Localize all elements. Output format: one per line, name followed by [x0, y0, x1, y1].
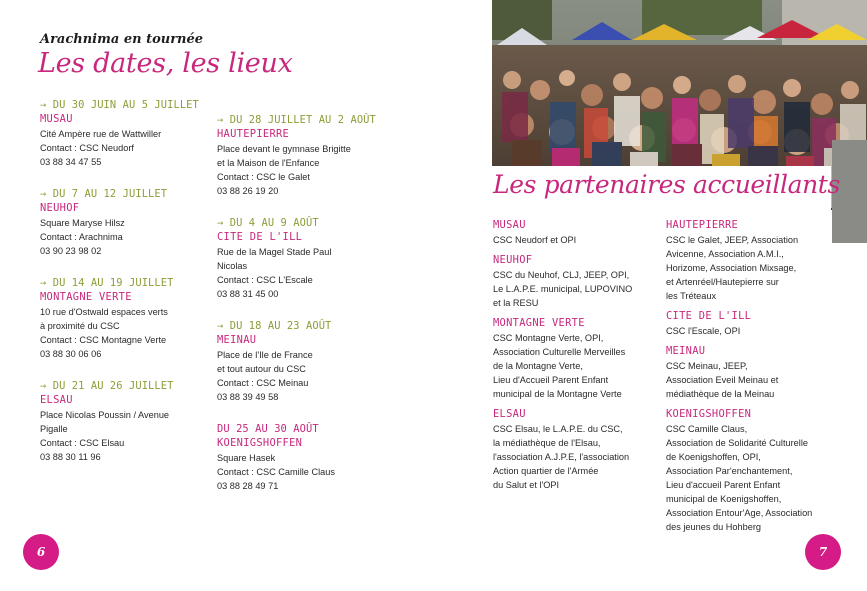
event-detail-line: Contact : CSC Neudorf — [40, 143, 134, 153]
page-number-left: 6 — [23, 534, 59, 570]
event-detail-line: Contact : CSC Montagne Verte — [40, 335, 167, 345]
page-title-dates: Les dates, les lieux — [38, 48, 293, 79]
partner-entry — [493, 253, 663, 310]
event-date: → DU 21 AU 26 JUILLET — [40, 380, 174, 392]
event-date: → DU 14 AU 19 JUILLET — [40, 277, 174, 289]
section-kicker: Arachnima en tournée — [40, 32, 204, 47]
partner-detail-line: CSC l'Escale, OPI — [666, 326, 741, 336]
partner-neighborhood: ELSAU — [493, 408, 526, 420]
event-entry — [217, 113, 397, 198]
event-detail-line: Nicolas — [217, 261, 248, 271]
partner-detail-line: CSC Meinau, JEEP, — [666, 361, 748, 371]
partner-detail-line: Association Par'enchantement, — [666, 466, 793, 476]
partner-detail-line: médiathèque de la Meinau — [666, 389, 775, 399]
partner-detail-line: Lieu d'accueil Parent Enfant — [666, 480, 781, 490]
event-detail-line: Cité Ampère rue de Wattwiller — [40, 129, 162, 139]
event-entry — [40, 379, 220, 464]
event-detail-line: 03 88 30 11 96 — [40, 452, 101, 462]
partner-entry — [493, 407, 663, 492]
event-detail-line: Place de l'Ile de France — [217, 350, 313, 360]
event-detail-line: Square Maryse Hilsz — [40, 218, 125, 228]
partner-entry — [666, 407, 836, 534]
event-detail-line: Place devant le gymnase Brigitte — [217, 144, 351, 154]
event-detail-line: et la Maison de l'Enfance — [217, 158, 320, 168]
partner-detail-line: de la Montagne Verte, — [493, 361, 583, 371]
dates-column-2 — [217, 113, 397, 511]
page-number-right: 7 — [805, 534, 841, 570]
event-detail-line: Rue de la Magel Stade Paul — [217, 247, 332, 257]
partner-detail-line: Avicenne, Association A.M.I., — [666, 249, 784, 259]
event-detail-line: Contact : CSC Meinau — [217, 378, 309, 388]
event-detail-line: Contact : CSC le Galet — [217, 172, 310, 182]
event-date: → DU 30 JUIN AU 5 JUILLET — [40, 99, 199, 111]
event-neighborhood: HAUTEPIERRE — [217, 128, 290, 140]
event-date: → DU 7 AU 12 JUILLET — [40, 188, 168, 200]
partner-detail-line: municipal de la Montagne Verte — [493, 389, 622, 399]
event-detail-line: et tout autour du CSC — [217, 364, 306, 374]
partner-entry — [493, 316, 663, 401]
partner-detail-line: municipal de Koenigshoffen, — [666, 494, 782, 504]
event-detail-line: 03 90 23 98 02 — [40, 246, 102, 256]
event-detail-line: 10 rue d'Ostwald espaces verts — [40, 307, 168, 317]
partner-detail-line: de Koenigshoffen, OPI, — [666, 452, 761, 462]
event-entry — [40, 98, 220, 169]
dates-column-1 — [40, 98, 220, 482]
partner-detail-line: CSC Camille Claus, — [666, 424, 748, 434]
event-neighborhood: MUSAU — [40, 113, 73, 125]
event-detail-line: Square Hasek — [217, 453, 276, 463]
event-date: DU 25 AU 30 AOÛT — [217, 423, 319, 435]
partner-detail-line: des jeunes du Hohberg — [666, 522, 762, 532]
partner-detail-line: et la RESU — [493, 298, 539, 308]
partner-detail-line: l'association A.J.P.E, l'association — [493, 452, 630, 462]
partner-detail-line: la médiathèque de l'Elsau, — [493, 438, 601, 448]
partner-detail-line: du Salut et l'OPI — [493, 480, 560, 490]
partner-detail-line: Lieu d'Accueil Parent Enfant — [493, 375, 609, 385]
partner-detail-line: CSC le Galet, JEEP, Association — [666, 235, 799, 245]
event-date: → DU 4 AU 9 AOÛT — [217, 217, 319, 229]
event-detail-line: Contact : CSC Elsau — [40, 438, 125, 448]
event-entry — [217, 422, 397, 493]
event-entry — [217, 319, 397, 404]
event-detail-line: 03 88 30 06 06 — [40, 349, 102, 359]
partner-entry — [666, 309, 836, 338]
partners-column-2 — [666, 218, 836, 540]
partner-neighborhood: NEUHOF — [493, 254, 533, 266]
partner-detail-line: Horizome, Association Mixsage, — [666, 263, 797, 273]
event-date: → DU 28 JUILLET AU 2 AOÛT — [217, 114, 376, 126]
partner-entry — [493, 218, 663, 247]
event-detail-line: Contact : CSC L'Escale — [217, 275, 313, 285]
event-detail-line: 03 88 39 49 58 — [217, 392, 279, 402]
left-page — [0, 0, 433, 591]
event-neighborhood: NEUHOF — [40, 202, 80, 214]
partner-neighborhood: MONTAGNE VERTE — [493, 317, 585, 329]
partner-neighborhood: CITE DE L'ILL — [666, 310, 752, 322]
partner-neighborhood: MEINAU — [666, 345, 706, 357]
event-entry — [40, 187, 220, 258]
event-date: → DU 18 AU 23 AOÛT — [217, 320, 332, 332]
partner-neighborhood: MUSAU — [493, 219, 526, 231]
event-detail-line: Pigalle — [40, 424, 68, 434]
page-title-partners: Les partenaires accueillants — [493, 170, 840, 199]
partner-detail-line: Le L.A.P.E. municipal, LUPOVINO — [493, 284, 633, 294]
partner-detail-line: CSC Montagne Verte, OPI, — [493, 333, 604, 343]
partner-detail-line: Association Eveil Meinau et — [666, 375, 779, 385]
right-page — [433, 0, 867, 591]
event-detail-line: 03 88 31 45 00 — [217, 289, 279, 299]
event-detail-line: Contact : Arachnima — [40, 232, 123, 242]
partner-detail-line: Action quartier de l'Armée — [493, 466, 599, 476]
event-entry — [217, 216, 397, 301]
partner-detail-line: CSC du Neuhof, CLJ, JEEP, OPI, — [493, 270, 630, 280]
event-detail-line: 03 88 26 19 20 — [217, 186, 279, 196]
event-neighborhood: CITE DE L'ILL — [217, 231, 303, 243]
event-neighborhood: KOENIGSHOFFEN — [217, 437, 303, 449]
event-neighborhood: MONTAGNE VERTE — [40, 291, 132, 303]
partner-detail-line: les Tréteaux — [666, 291, 717, 301]
event-entry — [40, 276, 220, 361]
event-detail-line: 03 88 28 49 71 — [217, 481, 279, 491]
event-detail-line: à proximité du CSC — [40, 321, 120, 331]
partner-entry — [666, 218, 836, 303]
partner-detail-line: CSC Neudorf et OPI — [493, 235, 577, 245]
partner-detail-line: et Artenréel/Hautepierre sur — [666, 277, 779, 287]
event-detail-line: Place Nicolas Poussin / Avenue — [40, 410, 170, 420]
partner-neighborhood: KOENIGSHOFFEN — [666, 408, 752, 420]
partner-entry — [666, 344, 836, 401]
partners-column-1 — [493, 218, 663, 498]
partner-neighborhood: HAUTEPIERRE — [666, 219, 739, 231]
partner-detail-line: Association Culturelle Merveilles — [493, 347, 626, 357]
partner-detail-line: CSC Elsau, le L.A.P.E. du CSC, — [493, 424, 623, 434]
partner-detail-line: Association de Solidarité Culturelle — [666, 438, 808, 448]
event-detail-line: Contact : CSC Camille Claus — [217, 467, 335, 477]
event-neighborhood: ELSAU — [40, 394, 73, 406]
event-detail-line: 03 88 34 47 55 — [40, 157, 102, 167]
partner-detail-line: Association Entour'Age, Association — [666, 508, 813, 518]
event-neighborhood: MEINAU — [217, 334, 257, 346]
